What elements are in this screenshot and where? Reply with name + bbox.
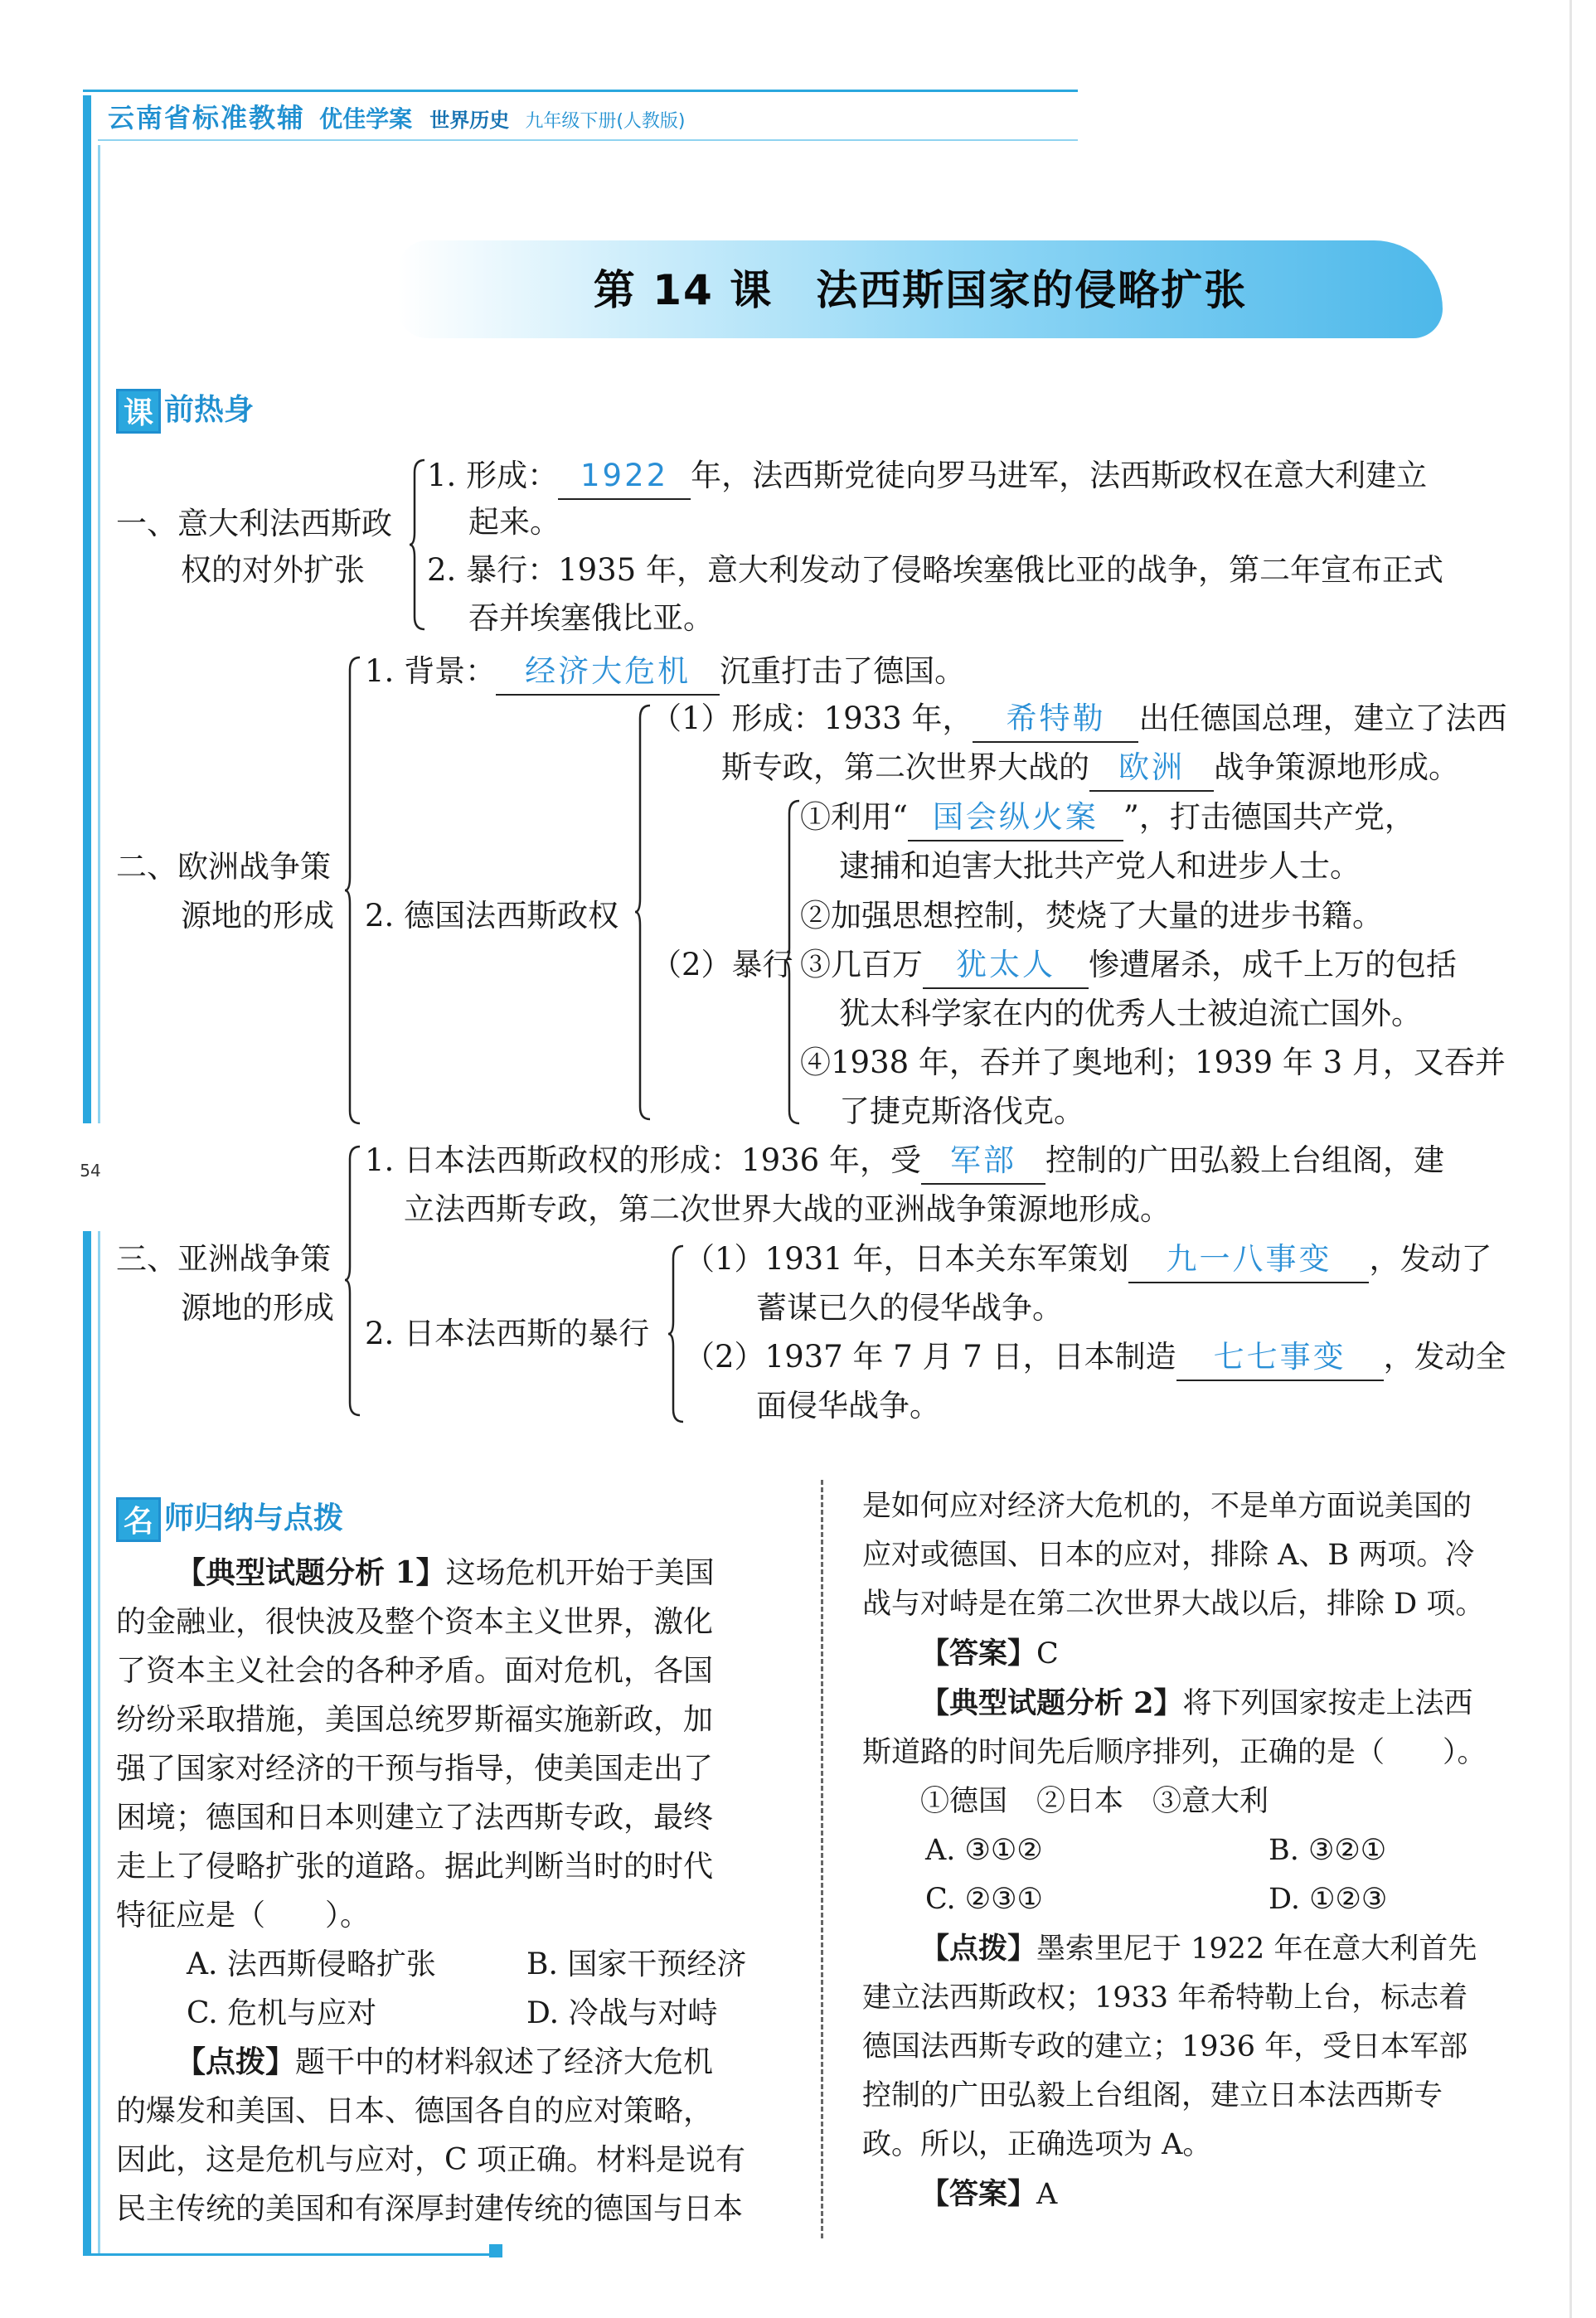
atrocity-1-line2: 逮捕和迫害大批共产党人和进步人士。 xyxy=(839,848,1361,884)
tip1-text: 因此，这是危机与应对，C 项正确。材料是说有 xyxy=(116,2143,745,2177)
option-c[interactable]: C. ②③① xyxy=(925,1883,1043,1916)
running-header xyxy=(108,99,685,136)
blank-europe: 欧洲 xyxy=(1089,745,1214,792)
question2-options-cd xyxy=(862,1875,1542,1924)
left-column xyxy=(116,1549,788,2233)
tip1-continued: 应对或德国、日本的应对，排除 A、B 两项。冷 xyxy=(862,1539,1475,1572)
question2-text: 斯道路的时间先后顺序排列，正确的是（ ）。 xyxy=(862,1736,1487,1769)
part3-sub1-line1: （1）1931 年，日本关东军策划 九一八事变 ，发动了 xyxy=(684,1235,1492,1283)
part3-item1-line2: 立法西斯专政，第二次世界大战的亚洲战争策源地形成。 xyxy=(404,1191,1171,1227)
right-column xyxy=(862,1482,1542,2219)
frame-corner-square xyxy=(489,2244,502,2257)
option-a[interactable]: A. 法西斯侵略扩张 xyxy=(187,1947,436,1981)
section-label: 师归纳与点拨 xyxy=(164,1501,344,1535)
part2-regime: 2. 德国法西斯政权 xyxy=(365,898,619,934)
part3-sub2-line2: 面侵华战争。 xyxy=(756,1388,940,1423)
question1-text: 的金融业，很快波及整个资本主义世界，激化 xyxy=(116,1605,714,1639)
part2-formation-line2: 斯专政，第二次世界大战的 欧洲 战争策源地形成。 xyxy=(721,744,1459,792)
part3-item2: 2. 日本法西斯的暴行 xyxy=(365,1316,650,1351)
question2-items: ①德国 ②日本 ③意大利 xyxy=(920,1785,1269,1818)
atrocity-4-line2: 了捷克斯洛伐克。 xyxy=(839,1094,1084,1129)
part2-heading-line2: 源地的形成 xyxy=(181,898,334,934)
atrocity-3-line2: 犹太科学家在内的优秀人士被迫流亡国外。 xyxy=(839,996,1422,1031)
part1-item2-line2: 吞并埃塞俄比亚。 xyxy=(468,600,714,636)
tip2-text: 德国法西斯专政的建立；1936 年，受日本军部 xyxy=(862,2030,1468,2063)
question2-line: 【典型试题分析 2】将下列国家按走上法西 xyxy=(920,1686,1473,1720)
header-subject: 世界历史 xyxy=(429,109,510,132)
answer2-value: A xyxy=(1036,2178,1058,2211)
tip2-label: 【点拨】 xyxy=(920,1932,1037,1966)
lesson-title: 第 14 课 法西斯国家的侵略扩张 xyxy=(593,266,1248,314)
tip2-text: 政。所以，正确选项为 A。 xyxy=(862,2128,1212,2161)
section-heading-teacher-notes xyxy=(116,1494,343,1544)
blank-hitler: 希特勒 xyxy=(973,696,1138,743)
atrocity-2: ②加强思想控制，焚烧了大量的进步书籍。 xyxy=(800,898,1383,934)
question1-text: 走上了侵略扩张的道路。据此判断当时的时代 xyxy=(116,1850,714,1884)
blank-great-depression: 经济大危机 xyxy=(496,649,720,696)
part2-regime-brace xyxy=(633,703,653,1122)
tip1-continued: 是如何应对经济大危机的，不是单方面说美国的 xyxy=(862,1490,1472,1523)
blank-military: 军部 xyxy=(921,1138,1045,1185)
option-c[interactable]: C. 危机与应对 xyxy=(187,1996,377,2030)
part1-heading-line1: 一、意大利法西斯政 xyxy=(116,506,392,541)
part3-heading-line2: 源地的形成 xyxy=(181,1290,334,1326)
column-divider xyxy=(821,1480,823,2238)
answer1-value: C xyxy=(1036,1637,1059,1671)
option-a[interactable]: A. ③①② xyxy=(925,1834,1043,1867)
tip1-text: 的爆发和美国、日本、德国各自的应对策略， xyxy=(116,2094,714,2128)
option-b[interactable]: B. 国家干预经济 xyxy=(526,1947,747,1981)
page-frame-top xyxy=(83,90,1078,92)
question1-options-ab xyxy=(116,1940,788,1989)
part2-atrocities-label: （2）暴行 xyxy=(651,947,793,982)
page-frame-top-inner xyxy=(98,139,1078,141)
question2-label: 【典型试题分析 2】 xyxy=(920,1686,1183,1720)
tip1-line: 【点拨】题干中的材料叙述了经济大危机 xyxy=(176,2044,714,2079)
tip2-text: 建立法西斯政权；1933 年希特勒上台，标志着 xyxy=(862,1981,1468,2015)
tip1-continued: 战与对峙是在第二次世界大战以后，排除 D 项。 xyxy=(862,1588,1485,1621)
option-d[interactable]: D. 冷战与对峙 xyxy=(526,1996,718,2030)
question2-options-ab xyxy=(862,1826,1542,1875)
page-number: 54 xyxy=(80,1161,101,1181)
part3-item1-line1: 1. 日本法西斯政权的形成：1936 年，受 军部 控制的广田弘毅上台组阁，建 xyxy=(365,1137,1444,1185)
part2-background: 1. 背景： 经济大危机 沉重打击了德国。 xyxy=(365,647,965,696)
blank-july7-incident: 七七事变 xyxy=(1176,1335,1384,1381)
question1-text: 困境；德国和日本则建立了法西斯专政，最终 xyxy=(116,1801,714,1835)
blank-reichstag-fire: 国会纵火案 xyxy=(908,795,1123,841)
tip1-text: 民主传统的美国和有深厚封建传统的德国与日本 xyxy=(116,2192,744,2226)
answer2-label: 【答案】 xyxy=(920,2177,1037,2211)
part1-heading-line2: 权的对外扩张 xyxy=(181,552,365,588)
part1-item2-line1: 2. 暴行：1935 年，意大利发动了侵略埃塞俄比亚的战争，第二年宣布正式 xyxy=(427,552,1443,588)
question1-options-cd xyxy=(116,1989,788,2038)
part2-heading-line1: 二、欧洲战争策 xyxy=(116,849,331,885)
atrocity-3-line1: ③几百万 犹太人 惨遭屠杀，成千上万的包括 xyxy=(800,941,1457,989)
header-grade: 九年级下册(人教版) xyxy=(525,111,686,132)
part3-sub1-line2: 蓄谋已久的侵华战争。 xyxy=(756,1290,1063,1326)
atrocity-1-line1: ①利用“ 国会纵火案 ”，打击德国共产党， xyxy=(800,793,1415,841)
question1-text: 强了国家对经济的干预与指导，使美国走出了 xyxy=(116,1752,714,1786)
tip2-line: 【点拨】墨索里尼于 1922 年在意大利首先 xyxy=(920,1932,1477,1966)
blank-year-1922: 1922 xyxy=(558,453,691,500)
page-frame-bottom xyxy=(83,2253,497,2256)
tip1-label: 【点拨】 xyxy=(176,2044,296,2079)
answer1-line xyxy=(862,1629,1542,1679)
question1-text: 了资本主义社会的各种矛盾。面对危机，各国 xyxy=(116,1654,714,1688)
tip2-text: 控制的广田弘毅上台组阁，建立日本法西斯专 xyxy=(862,2079,1443,2112)
blank-sept18-incident: 九一八事变 xyxy=(1128,1237,1369,1283)
answer1-label: 【答案】 xyxy=(920,1637,1037,1671)
header-series: 云南省标准教辅 xyxy=(108,102,306,133)
question1-text: 纷纷采取措施，美国总统罗斯福实施新政，加 xyxy=(116,1703,714,1737)
part1-brace xyxy=(408,458,428,632)
question1-line: 【典型试题分析 1】这场危机开始于美国 xyxy=(176,1555,715,1590)
answer2-line xyxy=(862,2170,1542,2219)
option-d[interactable]: D. ①②③ xyxy=(1269,1883,1388,1916)
part3-sub2-line1: （2）1937 年 7 月 7 日，日本制造 七七事变 ，发动全 xyxy=(684,1333,1506,1381)
blank-jews: 犹太人 xyxy=(923,943,1089,989)
part3-brace xyxy=(343,1144,363,1418)
question1-label: 【典型试题分析 1】 xyxy=(176,1555,446,1590)
header-brand: 优佳学案 xyxy=(319,105,413,133)
part3-heading-line1: 三、亚洲战争策 xyxy=(116,1241,331,1277)
section-heading-warmup xyxy=(116,386,254,435)
part2-formation-line1: （1）形成：1933 年， 希特勒 出任德国总理，建立了法西 xyxy=(651,695,1506,743)
question1-text: 特征应是（ ）。 xyxy=(116,1899,371,1932)
part1-item1-cont: 起来。 xyxy=(468,504,560,540)
part1-item1: 1. 形成： 1922 年，法西斯党徒向罗马进军，法西斯政权在意大利建立 xyxy=(427,452,1427,500)
atrocity-4-line1: ④1938 年，吞并了奥地利；1939 年 3 月，又吞并 xyxy=(800,1045,1506,1080)
section-badge: 课 xyxy=(116,389,161,434)
option-b[interactable]: B. ③②① xyxy=(1269,1834,1387,1867)
section-badge: 名 xyxy=(116,1497,161,1542)
page-edge-right xyxy=(1569,0,1572,2318)
section-label: 前热身 xyxy=(164,393,255,427)
part2-brace xyxy=(343,655,363,1126)
